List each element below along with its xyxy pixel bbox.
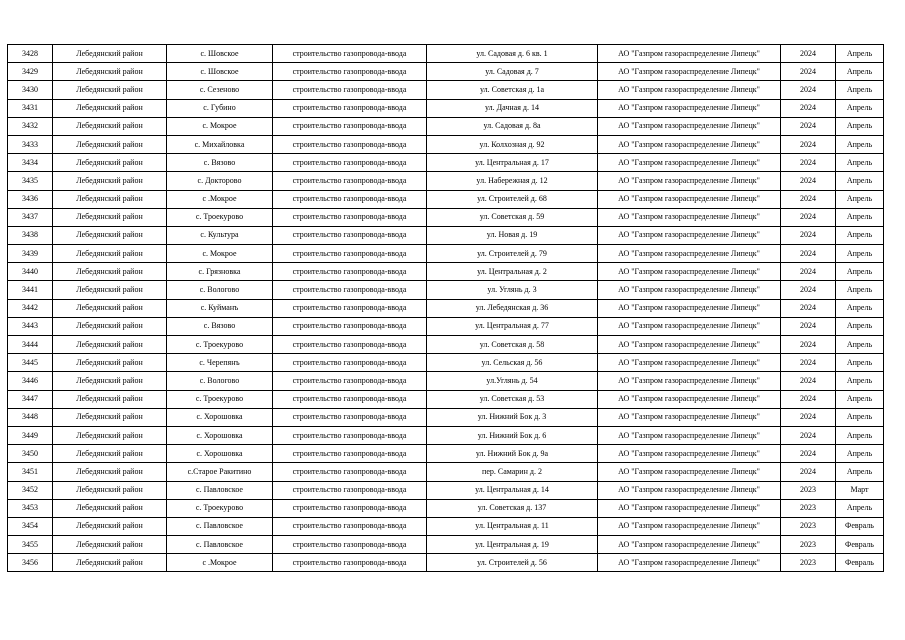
organization-cell: АО "Газпром газораспределение Липецк" bbox=[598, 281, 781, 299]
address-cell: ул. Сельская д. 56 bbox=[427, 354, 598, 372]
address-cell: ул. Углянь д. 3 bbox=[427, 281, 598, 299]
work-type-cell: строительство газопровода-ввода bbox=[273, 135, 427, 153]
row-number-cell: 3453 bbox=[8, 499, 53, 517]
table-row bbox=[8, 45, 884, 63]
month-cell: Апрель bbox=[836, 45, 884, 63]
locality-cell: с. Вязово bbox=[167, 154, 273, 172]
organization-cell: АО "Газпром газораспределение Липецк" bbox=[598, 45, 781, 63]
district-cell: Лебедянский район bbox=[53, 99, 167, 117]
address-cell: ул. Нижний Бок д. 6 bbox=[427, 426, 598, 444]
month-cell: Апрель bbox=[836, 426, 884, 444]
year-cell: 2023 bbox=[781, 481, 836, 499]
year-cell: 2024 bbox=[781, 408, 836, 426]
address-cell: ул. Центральная д. 19 bbox=[427, 536, 598, 554]
address-cell: ул. Центральная д. 2 bbox=[427, 263, 598, 281]
organization-cell: АО "Газпром газораспределение Липецк" bbox=[598, 317, 781, 335]
table-row bbox=[8, 299, 884, 317]
address-cell: ул. Садовая д. 7 bbox=[427, 63, 598, 81]
year-cell: 2024 bbox=[781, 135, 836, 153]
work-type-cell: строительство газопровода-ввода bbox=[273, 190, 427, 208]
organization-cell: АО "Газпром газораспределение Липецк" bbox=[598, 226, 781, 244]
row-number-cell: 3431 bbox=[8, 99, 53, 117]
table-row bbox=[8, 263, 884, 281]
address-cell: ул. Садовая д. 8а bbox=[427, 117, 598, 135]
organization-cell: АО "Газпром газораспределение Липецк" bbox=[598, 390, 781, 408]
document-page bbox=[7, 44, 883, 572]
year-cell: 2024 bbox=[781, 317, 836, 335]
locality-cell: с. Троекурово bbox=[167, 390, 273, 408]
address-cell: ул. Советская д. 53 bbox=[427, 390, 598, 408]
year-cell: 2024 bbox=[781, 445, 836, 463]
locality-cell: с.Старое Ракитино bbox=[167, 463, 273, 481]
organization-cell: АО "Газпром газораспределение Липецк" bbox=[598, 245, 781, 263]
table-row bbox=[8, 354, 884, 372]
organization-cell: АО "Газпром газораспределение Липецк" bbox=[598, 81, 781, 99]
organization-cell: АО "Газпром газораспределение Липецк" bbox=[598, 336, 781, 354]
row-number-cell: 3446 bbox=[8, 372, 53, 390]
year-cell: 2023 bbox=[781, 499, 836, 517]
work-type-cell: строительство газопровода-ввода bbox=[273, 63, 427, 81]
locality-cell: с. Мокрое bbox=[167, 245, 273, 263]
row-number-cell: 3452 bbox=[8, 481, 53, 499]
gas-connection-registry-table bbox=[7, 44, 884, 572]
address-cell: ул. Строителей д. 68 bbox=[427, 190, 598, 208]
work-type-cell: строительство газопровода-ввода bbox=[273, 45, 427, 63]
address-cell: ул.Углянь д. 54 bbox=[427, 372, 598, 390]
month-cell: Апрель bbox=[836, 208, 884, 226]
work-type-cell: строительство газопровода-ввода bbox=[273, 281, 427, 299]
locality-cell: с. Троекурово bbox=[167, 208, 273, 226]
organization-cell: АО "Газпром газораспределение Липецк" bbox=[598, 372, 781, 390]
organization-cell: АО "Газпром газораспределение Липецк" bbox=[598, 299, 781, 317]
organization-cell: АО "Газпром газораспределение Липецк" bbox=[598, 445, 781, 463]
table-row bbox=[8, 408, 884, 426]
district-cell: Лебедянский район bbox=[53, 354, 167, 372]
district-cell: Лебедянский район bbox=[53, 45, 167, 63]
work-type-cell: строительство газопровода-ввода bbox=[273, 226, 427, 244]
district-cell: Лебедянский район bbox=[53, 154, 167, 172]
year-cell: 2024 bbox=[781, 281, 836, 299]
year-cell: 2024 bbox=[781, 45, 836, 63]
row-number-cell: 3450 bbox=[8, 445, 53, 463]
address-cell: ул. Строителей д. 56 bbox=[427, 554, 598, 572]
year-cell: 2024 bbox=[781, 208, 836, 226]
month-cell: Апрель bbox=[836, 81, 884, 99]
work-type-cell: строительство газопровода-ввода bbox=[273, 317, 427, 335]
organization-cell: АО "Газпром газораспределение Липецк" bbox=[598, 554, 781, 572]
year-cell: 2024 bbox=[781, 190, 836, 208]
locality-cell: с .Мокрое bbox=[167, 190, 273, 208]
month-cell: Апрель bbox=[836, 172, 884, 190]
organization-cell: АО "Газпром газораспределение Липецк" bbox=[598, 426, 781, 444]
address-cell: ул. Центральная д. 14 bbox=[427, 481, 598, 499]
district-cell: Лебедянский район bbox=[53, 463, 167, 481]
organization-cell: АО "Газпром газораспределение Липецк" bbox=[598, 408, 781, 426]
district-cell: Лебедянский район bbox=[53, 281, 167, 299]
address-cell: ул. Нижний Бок д. 9а bbox=[427, 445, 598, 463]
month-cell: Апрель bbox=[836, 390, 884, 408]
table-row bbox=[8, 63, 884, 81]
row-number-cell: 3430 bbox=[8, 81, 53, 99]
locality-cell: с. Хорошовка bbox=[167, 426, 273, 444]
row-number-cell: 3435 bbox=[8, 172, 53, 190]
row-number-cell: 3443 bbox=[8, 317, 53, 335]
work-type-cell: строительство газопровода-ввода bbox=[273, 536, 427, 554]
month-cell: Апрель bbox=[836, 372, 884, 390]
table-row bbox=[8, 117, 884, 135]
district-cell: Лебедянский район bbox=[53, 536, 167, 554]
row-number-cell: 3445 bbox=[8, 354, 53, 372]
year-cell: 2024 bbox=[781, 463, 836, 481]
year-cell: 2024 bbox=[781, 372, 836, 390]
locality-cell: с. Культура bbox=[167, 226, 273, 244]
work-type-cell: строительство газопровода-ввода bbox=[273, 245, 427, 263]
locality-cell: с. Шовское bbox=[167, 63, 273, 81]
district-cell: Лебедянский район bbox=[53, 63, 167, 81]
table-row bbox=[8, 281, 884, 299]
district-cell: Лебедянский район bbox=[53, 426, 167, 444]
address-cell: ул. Советская д. 1а bbox=[427, 81, 598, 99]
work-type-cell: строительство газопровода-ввода bbox=[273, 81, 427, 99]
work-type-cell: строительство газопровода-ввода bbox=[273, 99, 427, 117]
month-cell: Апрель bbox=[836, 245, 884, 263]
work-type-cell: строительство газопровода-ввода bbox=[273, 263, 427, 281]
address-cell: ул. Колхозная д. 92 bbox=[427, 135, 598, 153]
locality-cell: с. Куйманъ bbox=[167, 299, 273, 317]
month-cell: Апрель bbox=[836, 354, 884, 372]
locality-cell: с. Вологово bbox=[167, 372, 273, 390]
row-number-cell: 3444 bbox=[8, 336, 53, 354]
table-row bbox=[8, 81, 884, 99]
table-row bbox=[8, 135, 884, 153]
district-cell: Лебедянский район bbox=[53, 263, 167, 281]
row-number-cell: 3438 bbox=[8, 226, 53, 244]
address-cell: ул. Набережная д. 12 bbox=[427, 172, 598, 190]
work-type-cell: строительство газопровода-ввода bbox=[273, 426, 427, 444]
work-type-cell: строительство газопровода-ввода bbox=[273, 372, 427, 390]
locality-cell: с. Губино bbox=[167, 99, 273, 117]
district-cell: Лебедянский район bbox=[53, 208, 167, 226]
table-row bbox=[8, 317, 884, 335]
district-cell: Лебедянский район bbox=[53, 299, 167, 317]
district-cell: Лебедянский район bbox=[53, 117, 167, 135]
locality-cell: с. Троекурово bbox=[167, 336, 273, 354]
locality-cell: с. Михайловка bbox=[167, 135, 273, 153]
organization-cell: АО "Газпром газораспределение Липецк" bbox=[598, 463, 781, 481]
work-type-cell: строительство газопровода-ввода bbox=[273, 354, 427, 372]
month-cell: Апрель bbox=[836, 336, 884, 354]
month-cell: Апрель bbox=[836, 263, 884, 281]
work-type-cell: строительство газопровода-ввода bbox=[273, 554, 427, 572]
row-number-cell: 3454 bbox=[8, 517, 53, 535]
organization-cell: АО "Газпром газораспределение Липецк" bbox=[598, 481, 781, 499]
organization-cell: АО "Газпром газораспределение Липецк" bbox=[598, 154, 781, 172]
month-cell: Апрель bbox=[836, 299, 884, 317]
work-type-cell: строительство газопровода-ввода bbox=[273, 154, 427, 172]
district-cell: Лебедянский район bbox=[53, 81, 167, 99]
address-cell: ул. Советская д. 137 bbox=[427, 499, 598, 517]
district-cell: Лебедянский район bbox=[53, 372, 167, 390]
organization-cell: АО "Газпром газораспределение Липецк" bbox=[598, 135, 781, 153]
work-type-cell: строительство газопровода-ввода bbox=[273, 208, 427, 226]
organization-cell: АО "Газпром газораспределение Липецк" bbox=[598, 263, 781, 281]
district-cell: Лебедянский район bbox=[53, 554, 167, 572]
year-cell: 2023 bbox=[781, 554, 836, 572]
table-row bbox=[8, 481, 884, 499]
year-cell: 2024 bbox=[781, 117, 836, 135]
address-cell: ул. Центральная д. 11 bbox=[427, 517, 598, 535]
locality-cell: с. Павловское bbox=[167, 517, 273, 535]
work-type-cell: строительство газопровода-ввода bbox=[273, 463, 427, 481]
year-cell: 2024 bbox=[781, 390, 836, 408]
work-type-cell: строительство газопровода-ввода bbox=[273, 117, 427, 135]
locality-cell: с. Грязновка bbox=[167, 263, 273, 281]
row-number-cell: 3428 bbox=[8, 45, 53, 63]
locality-cell: с. Черепянъ bbox=[167, 354, 273, 372]
locality-cell: с. Сезеново bbox=[167, 81, 273, 99]
table-row bbox=[8, 463, 884, 481]
row-number-cell: 3441 bbox=[8, 281, 53, 299]
address-cell: ул. Центральная д. 17 bbox=[427, 154, 598, 172]
work-type-cell: строительство газопровода-ввода bbox=[273, 299, 427, 317]
month-cell: Апрель bbox=[836, 117, 884, 135]
month-cell: Февраль bbox=[836, 536, 884, 554]
work-type-cell: строительство газопровода-ввода bbox=[273, 172, 427, 190]
work-type-cell: строительство газопровода-ввода bbox=[273, 499, 427, 517]
month-cell: Апрель bbox=[836, 99, 884, 117]
work-type-cell: строительство газопровода-ввода bbox=[273, 390, 427, 408]
table-row bbox=[8, 190, 884, 208]
locality-cell: с. Шовское bbox=[167, 45, 273, 63]
district-cell: Лебедянский район bbox=[53, 135, 167, 153]
row-number-cell: 3429 bbox=[8, 63, 53, 81]
district-cell: Лебедянский район bbox=[53, 499, 167, 517]
organization-cell: АО "Газпром газораспределение Липецк" bbox=[598, 499, 781, 517]
table-row bbox=[8, 372, 884, 390]
organization-cell: АО "Газпром газораспределение Липецк" bbox=[598, 117, 781, 135]
address-cell: ул. Советская д. 58 bbox=[427, 336, 598, 354]
organization-cell: АО "Газпром газораспределение Липецк" bbox=[598, 536, 781, 554]
row-number-cell: 3455 bbox=[8, 536, 53, 554]
district-cell: Лебедянский район bbox=[53, 172, 167, 190]
locality-cell: с. Хорошовка bbox=[167, 445, 273, 463]
year-cell: 2024 bbox=[781, 354, 836, 372]
organization-cell: АО "Газпром газораспределение Липецк" bbox=[598, 354, 781, 372]
row-number-cell: 3437 bbox=[8, 208, 53, 226]
row-number-cell: 3433 bbox=[8, 135, 53, 153]
work-type-cell: строительство газопровода-ввода bbox=[273, 517, 427, 535]
table-row bbox=[8, 172, 884, 190]
table-row bbox=[8, 390, 884, 408]
table-row bbox=[8, 536, 884, 554]
month-cell: Апрель bbox=[836, 154, 884, 172]
district-cell: Лебедянский район bbox=[53, 445, 167, 463]
work-type-cell: строительство газопровода-ввода bbox=[273, 445, 427, 463]
table-row bbox=[8, 336, 884, 354]
district-cell: Лебедянский район bbox=[53, 245, 167, 263]
work-type-cell: строительство газопровода-ввода bbox=[273, 336, 427, 354]
month-cell: Апрель bbox=[836, 317, 884, 335]
table-row bbox=[8, 226, 884, 244]
month-cell: Апрель bbox=[836, 445, 884, 463]
registry-table-body bbox=[8, 45, 884, 572]
year-cell: 2024 bbox=[781, 81, 836, 99]
year-cell: 2024 bbox=[781, 245, 836, 263]
year-cell: 2024 bbox=[781, 263, 836, 281]
month-cell: Апрель bbox=[836, 190, 884, 208]
organization-cell: АО "Газпром газораспределение Липецк" bbox=[598, 190, 781, 208]
address-cell: ул. Лебедянская д. 36 bbox=[427, 299, 598, 317]
table-row bbox=[8, 154, 884, 172]
address-cell: ул. Дачная д. 14 bbox=[427, 99, 598, 117]
table-row bbox=[8, 99, 884, 117]
row-number-cell: 3447 bbox=[8, 390, 53, 408]
month-cell: Апрель bbox=[836, 408, 884, 426]
locality-cell: с. Павловское bbox=[167, 481, 273, 499]
month-cell: Апрель bbox=[836, 499, 884, 517]
address-cell: ул. Новая д. 19 bbox=[427, 226, 598, 244]
address-cell: ул. Садовая д. 6 кв. 1 bbox=[427, 45, 598, 63]
year-cell: 2024 bbox=[781, 426, 836, 444]
table-row bbox=[8, 517, 884, 535]
year-cell: 2024 bbox=[781, 63, 836, 81]
work-type-cell: строительство газопровода-ввода bbox=[273, 408, 427, 426]
year-cell: 2024 bbox=[781, 172, 836, 190]
work-type-cell: строительство газопровода-ввода bbox=[273, 481, 427, 499]
year-cell: 2023 bbox=[781, 517, 836, 535]
table-row bbox=[8, 245, 884, 263]
year-cell: 2024 bbox=[781, 154, 836, 172]
year-cell: 2023 bbox=[781, 536, 836, 554]
address-cell: пер. Самарин д. 2 bbox=[427, 463, 598, 481]
locality-cell: с. Вологово bbox=[167, 281, 273, 299]
month-cell: Апрель bbox=[836, 63, 884, 81]
year-cell: 2024 bbox=[781, 226, 836, 244]
table-row bbox=[8, 426, 884, 444]
locality-cell: с. Хорошовка bbox=[167, 408, 273, 426]
month-cell: Март bbox=[836, 481, 884, 499]
row-number-cell: 3448 bbox=[8, 408, 53, 426]
district-cell: Лебедянский район bbox=[53, 190, 167, 208]
organization-cell: АО "Газпром газораспределение Липецк" bbox=[598, 517, 781, 535]
year-cell: 2024 bbox=[781, 299, 836, 317]
organization-cell: АО "Газпром газораспределение Липецк" bbox=[598, 172, 781, 190]
month-cell: Апрель bbox=[836, 463, 884, 481]
district-cell: Лебедянский район bbox=[53, 408, 167, 426]
table-row bbox=[8, 445, 884, 463]
locality-cell: с. Вязово bbox=[167, 317, 273, 335]
organization-cell: АО "Газпром газораспределение Липецк" bbox=[598, 63, 781, 81]
district-cell: Лебедянский район bbox=[53, 317, 167, 335]
table-row bbox=[8, 208, 884, 226]
month-cell: Февраль bbox=[836, 517, 884, 535]
row-number-cell: 3449 bbox=[8, 426, 53, 444]
district-cell: Лебедянский район bbox=[53, 517, 167, 535]
row-number-cell: 3442 bbox=[8, 299, 53, 317]
locality-cell: с. Докторово bbox=[167, 172, 273, 190]
month-cell: Апрель bbox=[836, 135, 884, 153]
locality-cell: с .Мокрое bbox=[167, 554, 273, 572]
month-cell: Апрель bbox=[836, 226, 884, 244]
organization-cell: АО "Газпром газораспределение Липецк" bbox=[598, 99, 781, 117]
district-cell: Лебедянский район bbox=[53, 226, 167, 244]
table-row bbox=[8, 499, 884, 517]
district-cell: Лебедянский район bbox=[53, 481, 167, 499]
month-cell: Февраль bbox=[836, 554, 884, 572]
address-cell: ул. Нижний Бок д. 3 bbox=[427, 408, 598, 426]
row-number-cell: 3439 bbox=[8, 245, 53, 263]
row-number-cell: 3432 bbox=[8, 117, 53, 135]
row-number-cell: 3456 bbox=[8, 554, 53, 572]
year-cell: 2024 bbox=[781, 336, 836, 354]
locality-cell: с. Мокрое bbox=[167, 117, 273, 135]
row-number-cell: 3434 bbox=[8, 154, 53, 172]
district-cell: Лебедянский район bbox=[53, 390, 167, 408]
address-cell: ул. Строителей д. 79 bbox=[427, 245, 598, 263]
table-row bbox=[8, 554, 884, 572]
locality-cell: с. Павловское bbox=[167, 536, 273, 554]
organization-cell: АО "Газпром газораспределение Липецк" bbox=[598, 208, 781, 226]
row-number-cell: 3440 bbox=[8, 263, 53, 281]
row-number-cell: 3436 bbox=[8, 190, 53, 208]
locality-cell: с. Троекурово bbox=[167, 499, 273, 517]
address-cell: ул. Центральная д. 77 bbox=[427, 317, 598, 335]
district-cell: Лебедянский район bbox=[53, 336, 167, 354]
month-cell: Апрель bbox=[836, 281, 884, 299]
address-cell: ул. Советская д. 59 bbox=[427, 208, 598, 226]
year-cell: 2024 bbox=[781, 99, 836, 117]
row-number-cell: 3451 bbox=[8, 463, 53, 481]
